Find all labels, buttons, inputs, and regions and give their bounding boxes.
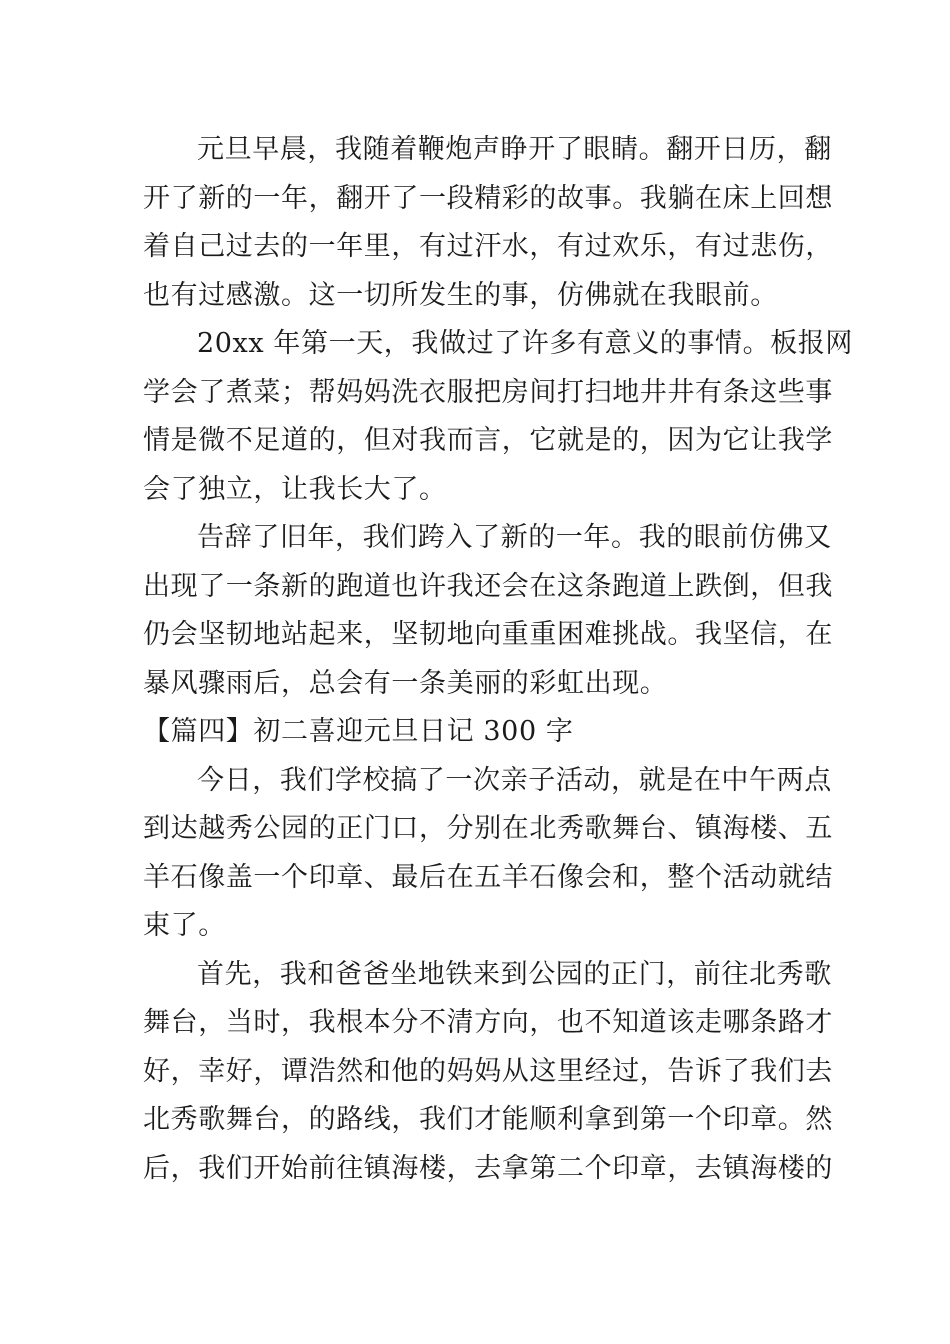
text-line: 暴风骤雨后，总会有一条美丽的彩虹出现。	[143, 667, 668, 699]
text-line: 20xx 年第一天，我做过了许多有意义的事情。板报网	[197, 328, 853, 359]
text-line: 元旦早晨，我随着鞭炮声睁开了眼睛。翻开日历，翻	[197, 134, 832, 165]
document-body	[143, 126, 853, 1193]
text-line: 到达越秀公园的正门口，分别在北秀歌舞台、镇海楼、五	[143, 813, 833, 844]
paragraph-parent-child-activity	[143, 757, 833, 951]
text-line: 束了。	[143, 910, 226, 941]
text-line: 出现了一条新的跑道也许我还会在这条跑道上跌倒，但我	[143, 570, 833, 602]
text-line: 会了独立，让我长大了。	[143, 473, 447, 505]
section-heading	[143, 708, 807, 757]
text-line: 仍会坚韧地站起来，坚韧地向重重困难挑战。我坚信，在	[143, 619, 833, 650]
text-line: 开了新的一年，翻开了一段精彩的故事。我躺在床上回想	[143, 182, 833, 214]
text-line: 后，我们开始前往镇海楼，去拿第二个印章，去镇海楼的	[143, 1152, 833, 1184]
text-line: 告辞了旧年，我们跨入了新的一年。我的眼前仿佛又	[197, 522, 832, 553]
text-line: 着自己过去的一年里，有过汗水，有过欢乐，有过悲伤，	[143, 231, 833, 262]
paragraph-first-stamp	[143, 951, 833, 1194]
section-heading-text: 【篇四】初二喜迎元旦日记 300 字	[143, 716, 574, 747]
paragraph-first-day	[143, 320, 853, 514]
text-line: 好，幸好，谭浩然和他的妈妈从这里经过，告诉了我们去	[143, 1055, 833, 1087]
paragraph-farewell-old-year	[143, 514, 833, 708]
text-line: 也有过感激。这一切所发生的事，仿佛就在我眼前。	[143, 279, 778, 311]
text-line: 学会了煮菜；帮妈妈洗衣服把房间打扫地井井有条这些事	[143, 376, 833, 408]
text-line: 舞台，当时，我根本分不清方向，也不知道该走哪条路才	[143, 1007, 833, 1038]
text-line: 首先，我和爸爸坐地铁来到公园的正门，前往北秀歌	[197, 958, 832, 990]
text-line: 情是微不足道的，但对我而言，它就是的，因为它让我学	[143, 425, 833, 456]
text-line: 今日，我们学校搞了一次亲子活动，就是在中午两点	[197, 764, 832, 796]
paragraph-new-year-morning	[143, 126, 833, 320]
text-line: 羊石像盖一个印章、最后在五羊石像会和，整个活动就结	[143, 861, 833, 893]
text-line: 北秀歌舞台，的路线，我们才能顺利拿到第一个印章。然	[143, 1104, 833, 1135]
